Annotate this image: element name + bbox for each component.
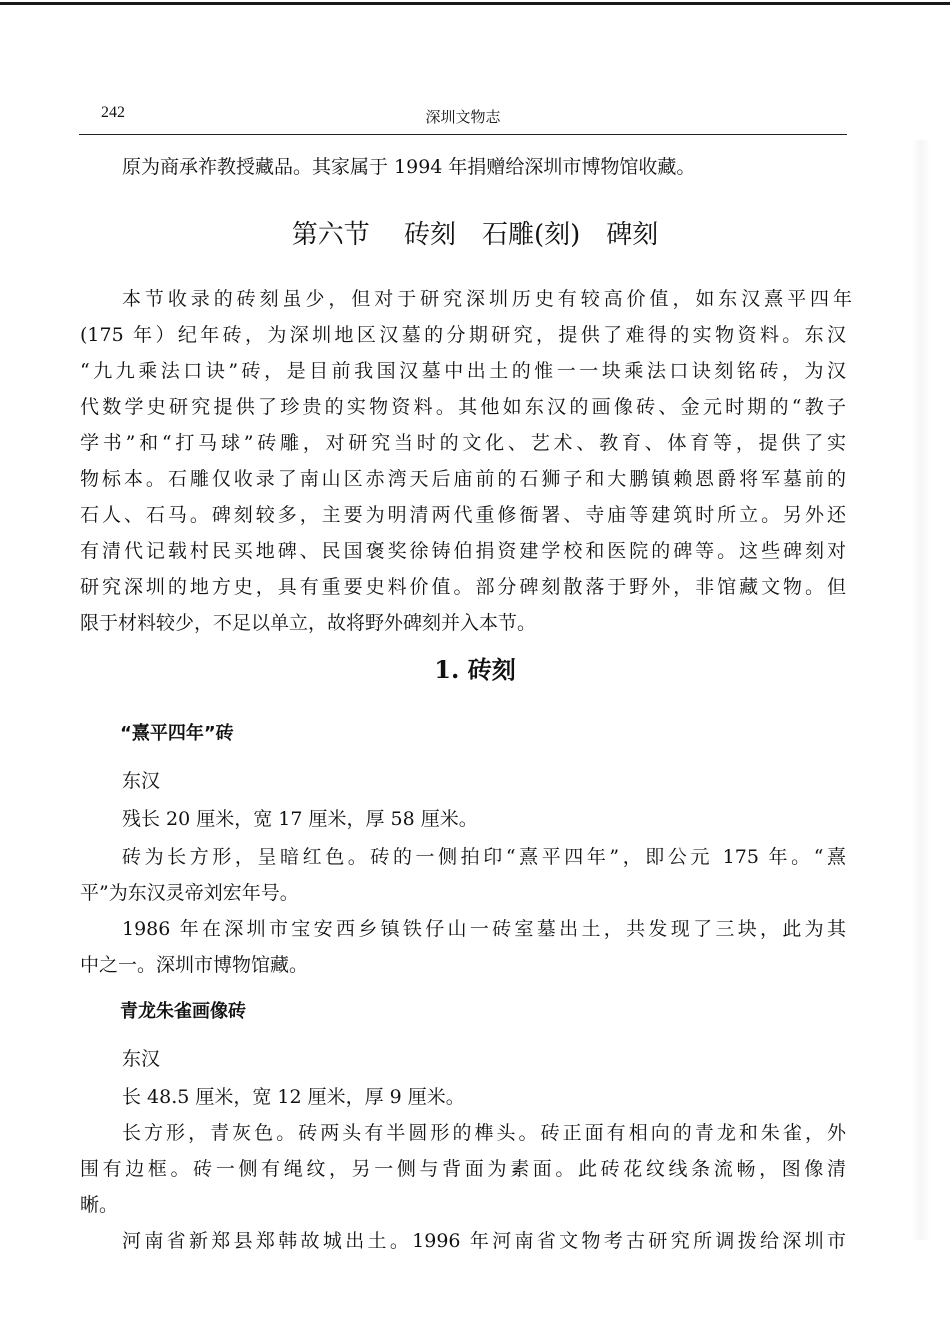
intro-line: 有清代记载村民买地碑、民国褒奖徐铸伯捐资建学校和医院的碑等。这些碑刻对 bbox=[80, 540, 846, 562]
item-provenance: 1986 年在深圳市宝安西乡镇铁仔山一砖室墓出土，共发现了三块，此为其 bbox=[122, 918, 846, 940]
item-dimensions: 长 48.5 厘米，宽 12 厘米，厚 9 厘米。 bbox=[122, 1086, 465, 1108]
top-border-rule bbox=[0, 2, 950, 5]
intro-line: “九九乘法口诀”砖，是目前我国汉墓中出土的惟一一块乘法口诀刻铭砖，为汉 bbox=[80, 360, 846, 382]
item-title: “熹平四年”砖 bbox=[120, 723, 234, 744]
page-header bbox=[79, 100, 847, 135]
item-period: 东汉 bbox=[122, 770, 161, 792]
item-description: 晰。 bbox=[80, 1194, 119, 1216]
intro-line: 物标本。石雕仅收录了南山区赤湾天后庙前的石狮子和大鹏镇赖恩爵将军墓前的 bbox=[80, 468, 846, 490]
page-number: 242 bbox=[101, 104, 125, 121]
item-description: 长方形，青灰色。砖两头有半圆形的榫头。砖正面有相向的青龙和朱雀，外 bbox=[122, 1122, 846, 1144]
item-description: 平”为东汉灵帝刘宏年号。 bbox=[80, 882, 299, 904]
item-description: 围有边框。砖一侧有绳纹，另一侧与背面为素面。此砖花纹线条流畅，图像清 bbox=[80, 1158, 846, 1180]
item-provenance: 中之一。深圳市博物馆藏。 bbox=[80, 954, 309, 976]
item-title: 青龙朱雀画像砖 bbox=[120, 1001, 246, 1022]
item-period: 东汉 bbox=[122, 1048, 161, 1070]
item-description: 砖为长方形，呈暗红色。砖的一侧拍印“熹平四年”，即公元 175 年。“熹 bbox=[122, 846, 846, 868]
section-title: 第六节 砖刻 石雕(刻) 碑刻 bbox=[291, 220, 659, 250]
intro-line: 代数学史研究提供了珍贵的实物资料。其他如东汉的画像砖、金元时期的“教子 bbox=[80, 396, 846, 418]
intro-line: 本节收录的砖刻虽少，但对于研究深圳历史有较高价值，如东汉熹平四年 bbox=[122, 288, 852, 310]
item-dimensions: 残长 20 厘米，宽 17 厘米，厚 58 厘米。 bbox=[122, 808, 478, 830]
item-provenance: 河南省新郑县郑韩故城出土。1996 年河南省文物考古研究所调拨给深圳市 bbox=[122, 1230, 846, 1252]
opening-line: 原为商承祚教授藏品。其家属于 1994 年捐赠给深圳市博物馆收藏。 bbox=[122, 156, 696, 178]
intro-line: 学书”和“打马球”砖雕，对研究当时的文化、艺术、教育、体育等，提供了实 bbox=[80, 432, 846, 454]
page-edge-shadow bbox=[912, 140, 930, 1240]
intro-line: (175 年）纪年砖，为深圳地区汉墓的分期研究，提供了难得的实物资料。东汉 bbox=[80, 324, 846, 346]
subsection-title: 1. 砖刻 bbox=[434, 655, 516, 684]
running-title: 深圳文物志 bbox=[425, 108, 501, 126]
intro-line: 石人、石马。碑刻较多，主要为明清两代重修衙署、寺庙等建筑时所立。另外还 bbox=[80, 504, 846, 526]
intro-line: 研究深圳的地方史，具有重要史料价值。部分碑刻散落于野外，非馆藏文物。但 bbox=[80, 576, 846, 598]
intro-line: 限于材料较少，不足以单立，故将野外碑刻并入本节。 bbox=[80, 612, 537, 634]
